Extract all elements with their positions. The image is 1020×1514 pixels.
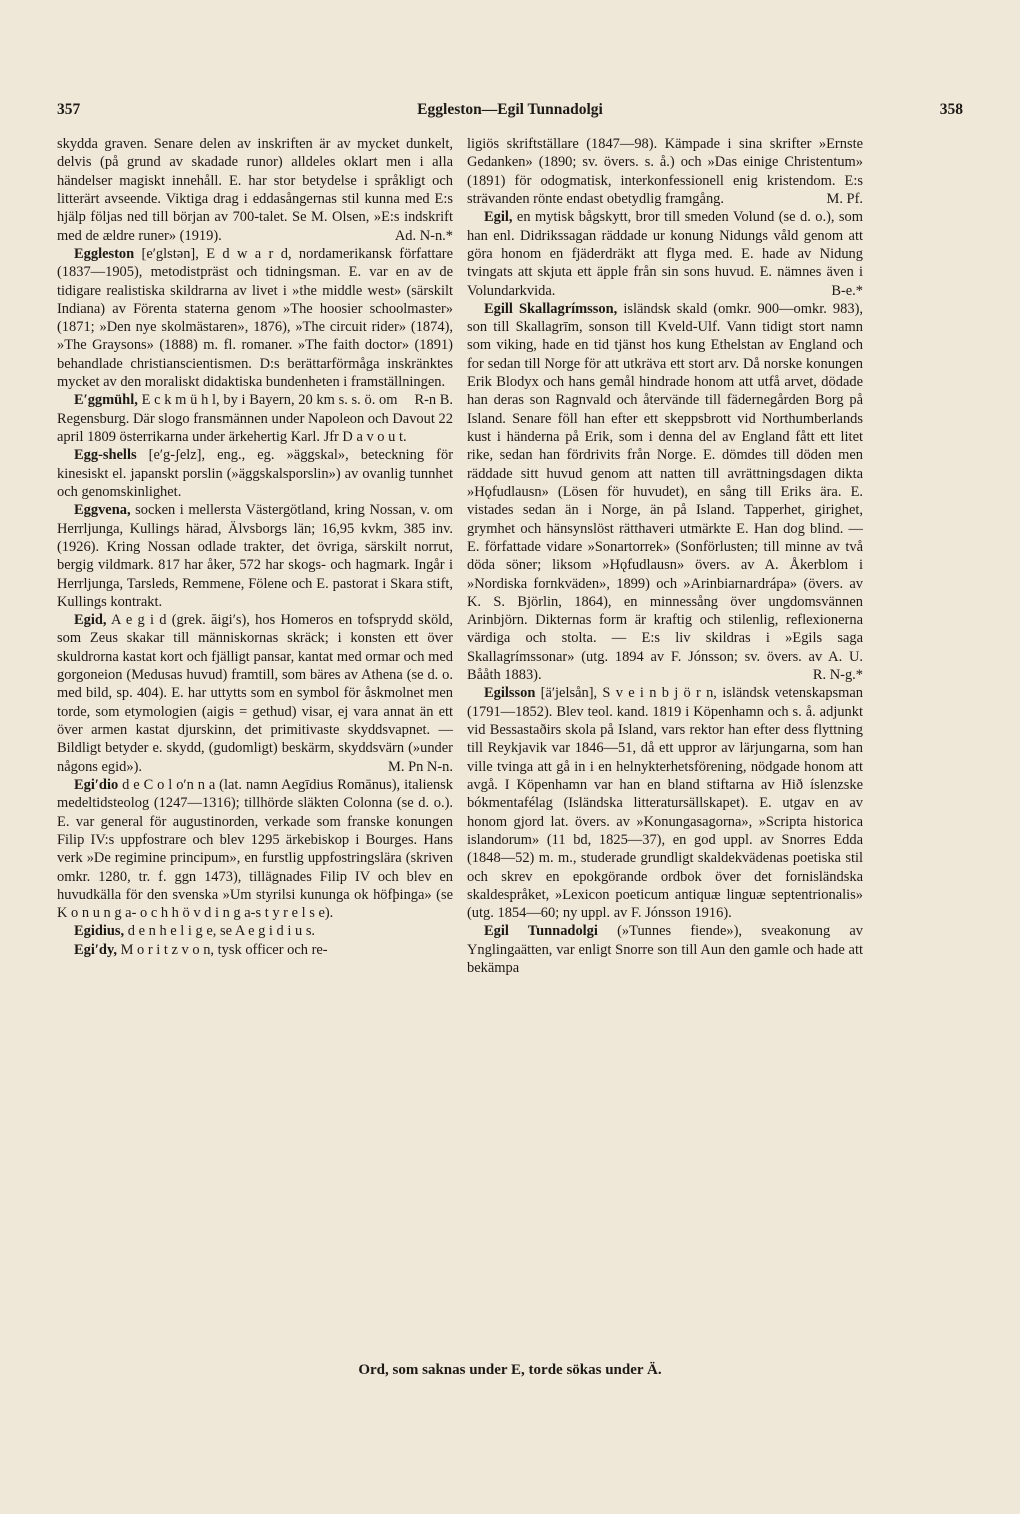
dictionary-entry: [467, 135, 863, 208]
entry-headword: Egilsson: [484, 685, 536, 702]
entry-text: M o r i t z v o n, tysk officer och re-: [120, 941, 328, 958]
author-signature: R. N-g.*: [812, 667, 863, 684]
entry-text: socken i mellersta Västergötland, kring Nossan, v. om Herrljunga, Kullings härad, Älvsborgs län; 16,95 kvkm, 385 inv. (1926). Kring Nossan odlade trakter, det övriga, särskilt norrut, bergig vildmark. 817 har åker, 572 har skogs- och hagmark. Ingår i Herrljunga, Tarsleds, Remmene, Fölene och E. pastorat i Skara stift, Kullings kontrakt.: [57, 502, 454, 610]
entry-headword: Egill Skallagrímsson,: [484, 300, 618, 317]
entry-text: skydda graven. Senare delen av inskriften är av mycket dunkelt, delvis (på grund av skadade runor) alldeles oklart men i alla händelser magiskt innehåll. E. har stor betydelse i språkligt och litterärt avseende. Viktiga drag i eddasångernas stil kunna med E:s hjälp följas ned till början av 700-talet. Se M. Olsen, »E:s indskrift med de ældre runer» (1919).: [57, 136, 453, 244]
author-signature: Ad. N-n.*: [394, 227, 453, 244]
author-signature: M. Pf.: [826, 190, 863, 207]
entry-headword: Egi′dy,: [74, 941, 117, 958]
left-column: [57, 135, 453, 959]
entry-text: d e C o l o′n n a (lat. namn Aegīdius Romānus), italiensk medeltidsteolog (1247—1316); tillhörde släkten Colonna (se d. o.). E. var general för augustinorden, verkade som franske konungen Filip IV:s uppfostrare och blev 1295 ärkebiskop i Bourges. Hans verk »De regimine principum», en furstlig uppfostringslära (skriven omkr. 1280, tr. f. ggn 1473), tillägnades Filip IV och blev en huvudkälla för den svenska »Um styrilsi kununga ok höfþinga» (se K o n u n g a- o c h h ö v d i n g a-s t y r e l s e).: [57, 776, 454, 922]
dictionary-entry: [57, 941, 453, 959]
dictionary-entry: [57, 776, 453, 923]
dictionary-entry: [467, 684, 863, 922]
page-header: [57, 101, 963, 123]
entry-text: en mytisk bågskytt, bror till smeden Volund (se d. o.), som han enl. Didrikssagan räddade ur konung Nidungs våld genom att göra honom en fjäderdräkt att flyga med. E. hade av Nidung tvingats att skjuta ett äpple från sin sons huvud. E. nämnes även i Volundarkvida.: [467, 209, 864, 299]
entry-headword: Egid,: [74, 612, 107, 629]
entry-text: d e n h e l i g e, se A e g i d i u s.: [127, 923, 316, 940]
entry-headword: Eggvena,: [74, 502, 131, 519]
entry-text: (»Tunnes fiende»), sveakonung av Ynglingaätten, var enligt Snorre son till Aun den gamle och hade att bekämpa: [467, 923, 864, 977]
author-signature: R-n B.: [414, 392, 453, 409]
entry-headword: Egg-shells: [74, 447, 137, 464]
entry-text: E c k m ü h l, by i Bayern, 20 km s. s. ö. om Regensburg. Där slogo fransmännen under Napoleon och Davout 22 april 1809 österrikarna under ärkehertig Karl. Jfr D a v o u t.: [57, 392, 453, 445]
entry-text: [e′g-ʃelz], eng., eg. »äggskal», beteckning för kinesiskt el. japanskt porslin (»äggskalsporslin») av ovanlig tunnhet och genomskinlighet.: [57, 447, 454, 500]
right-column: [467, 135, 863, 977]
entry-headword: Egil,: [484, 209, 513, 226]
dictionary-entry: [57, 501, 453, 611]
dictionary-entry: [57, 135, 453, 245]
author-signature: B-e.*: [831, 282, 863, 299]
entry-text: ligiös skriftställare (1847—98). Kämpade i sina skrifter »Ernste Gedanken» (1890; sv. övers. s. å.) och »Das einige Christentum» (1891) för odogmatisk, interkonfessionell enig kristendom. E:s strävanden rönte endast obetydlig framgång.: [467, 136, 863, 207]
page-number-right: 358: [939, 101, 963, 118]
entry-headword: Egi′dio: [74, 776, 119, 793]
dictionary-entry: [467, 208, 863, 300]
entry-text: A e g i d (grek. ăigi′s), hos Homeros en tofsprydd sköld, som Zeus skakar till människornas skräck; i konsten ett över skuldrorna kastat kort och fjälligt pansar, kantat med ormar och med gorgoneion (Medusas huvud) framtill, som bäres av Athena (se d. o. med bild, sp. 404). E. har uttytts som en symbol för åskmolnet men torde, som etymologien (aigis = gethud) visar, ej vara annat än ett över armen kastat djurskinn, det primitivaste skyddsvapnet. — Bildligt betyder e. skydd, (gudomligt) beskärm, skyddsvärn (»under någons egid»).: [57, 612, 454, 775]
entry-headword: E′ggmühl,: [74, 392, 138, 409]
dictionary-entry: [57, 611, 453, 776]
footer-note: Ord, som saknas under E, torde sökas under Ä.: [358, 1362, 662, 1378]
dictionary-entry: [467, 300, 863, 685]
entry-headword: Egidius,: [74, 923, 125, 940]
entry-headword: Eggleston: [74, 245, 135, 262]
dictionary-entry: [57, 922, 453, 940]
running-title: Eggleston—Egil Tunnadolgi: [417, 101, 603, 118]
dictionary-entry: [57, 446, 453, 501]
author-signature: M. Pn N-n.: [388, 758, 453, 775]
entry-text: isländsk skald (omkr. 900—omkr. 983), son till Skallagrīm, sonson till Kveld-Ulf. Vann tidigt stort namn som viking, hade en tid tjänst hos kung Ethelstan av England och for sedan till Norge för att utkräva ett stort arv. Då norske konungen Erik Blodyx och hans gemål hindrade honom att utfå arvet, dödade han deras son Ragnvald och återvände till fädernegården Borg på Island. Senare föll han efter ett skeppsbrott vid Northumberlands kust i händerna på Erik, som i denna del av England fått ett litet rike, sedan han fördrivits från Norge. E. dömdes till döden men räddade sitt huvud genom att natten till avrättningsdagen dikta »Hǫfudlausn» (Lösen för huvudet), en sång till Eriks ära. E. vistades sedan än i Norge, än på Island. Tapperhet, girighet, grymhet och hänsynslöst rätthaveri utmärkte E. Han dog blind. — E. författade vidare »Sonartorrek» (Sonförlusten; till minne av två döda söner; liksom »Hǫfudlausn» övers. av A. Åkerblom i »Nordiska fornkväden», 1899) och »Arinbiarnardrápa» (övers. av K. S. Björlin, 1864), en minnessång över ungdomsvännen Arinbjörn. Dikternas form är kraftig och stilenlig, reflexionerna värdiga och stolta. — E:s liv skildras i »Egils saga Skallagrímssonar» (utg. 1894 av F. Jónsson; sv. övers. av A. U. Bååth 1883).: [467, 300, 863, 684]
entry-text: [e′glstən], E d w a r d, nordamerikansk författare (1837—1905), metodistpräst och tidningsman. E. var en av de tidigare realistiska skildrarna av livet i »the middle west» (särskilt Indiana) av Förenta staterna genom »The hoosier schoolmaster» (1871; »Den nye skolmästaren», 1876), »The circuit rider» (1874), »The Graysons» (1888) m. fl. romaner. »The faith doctor» (1891) behandlade christianscientismen. D:s berättarförmåga inskränktes mycket av den moraliskt didaktiska bundenheten i framställningen.: [57, 245, 453, 391]
entry-text: [ä′jelsån], S v e i n b j ö r n, isländsk vetenskapsman (1791—1852). Blev teol. kand. 1819 i Köpenhamn och s. å. adjunkt vid Bessastaðirs skola på Island, vars rektor han efter dess flyttning till Reykjavik var 1846—51, då ett uppror av lärjungarna, som han ville tvinga att gå in i en helnykterhetsförening, nödgade honom att avgå. I Köpenhamn var han en bland stiftarna av Hið íslenzske bókmentafélag (Isländska litteratursällskapet). E. utgav en av honom gjord lat. övers. av »Konungasagorna», »Scripta historica islandorum» (11 bd, 1825—37), en god uppl. av Snorres Edda (1848—52) m. m., studerade grundligt skaldekvädenas poetiska stil och skrev en epokgörande ordbok över det fornisländska skaldespråket, »Lexicon poeticum antiquæ linguæ septentrionalis» (utg. 1854—60; ny uppl. av F. Jónsson 1916).: [467, 685, 864, 922]
entry-headword: Egil Tunnadolgi: [484, 923, 598, 940]
dictionary-entry: [467, 922, 863, 977]
dictionary-entry: [57, 391, 453, 446]
page-number-left: 357: [57, 101, 81, 118]
